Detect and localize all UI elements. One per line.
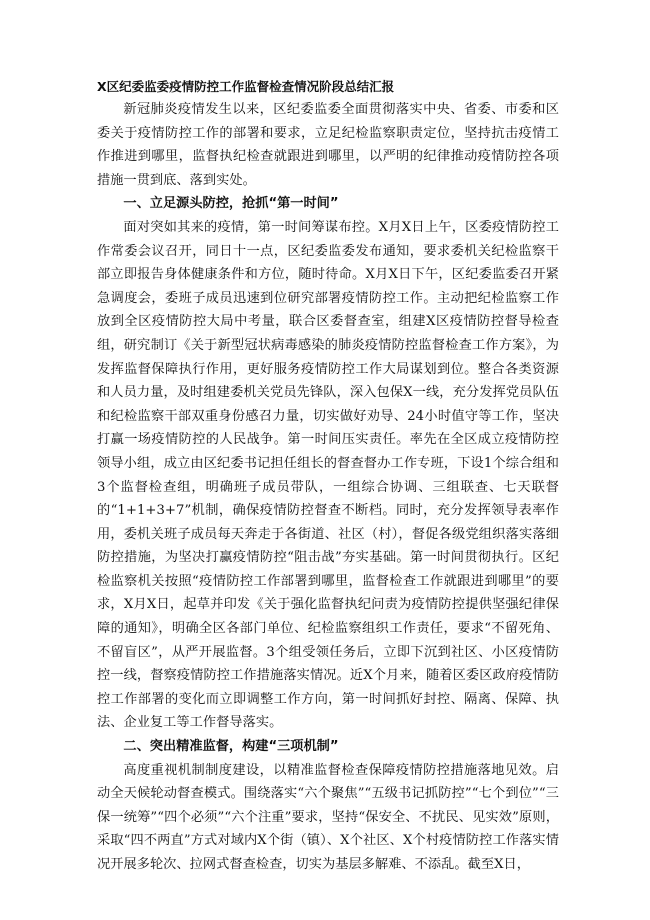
section-2-heading: 二、突出精准监督，构建“三项机制”: [123, 739, 339, 755]
intro-paragraph: 新冠肺炎疫情发生以来，区纪委监委全面贯彻落实中央、省委、市委和区委关于疫情防控工作的部署和要求，立足纪检监察职责定位，坚持抗击疫情工作推进到哪里，监督执纪检查就跟进到哪里，以严明的纪律推动疫情防控各项措施一贯到底、落到实处。: [97, 102, 559, 188]
section-1-paragraph: 面对突如其来的疫情，第一时间筹谋布控。X月X日上午，区委疫情防控工作常委会议召开，同日十一点，区纪委监委发布通知，要求委机关纪检监察干部立即报告身体健康条件和方位，随时待命。X月X日下午，区纪委监委召开紧急调度会，委班子成员迅速到位研究部署疫情防控工作。主动把纪检监察工作放到全区疫情防控大局中考量，联合区委督查室，组建X区疫情防控督导检查组，研究制订《关于新型冠状病毒感染的肺炎疫情防控监督检查工作方案》，为发挥监督保障执行作用，更好服务疫情防控工作大局谋划到位。整合各类资源和人员力量，及时组建委机关党员先锋队，深入包保X一线，充分发挥党员队伍和纪检监察干部双重身份感召力量，切实做好劝导、24小时值守等工作，坚决打赢一场疫情防控的人民战争。第一时间压实责任。率先在全区成立疫情防控领导小组，成立由区纪委书记担任组长的督查督办工作专班，下设1个综合组和3个监督检查组，明确班子成员带队，一组综合协调、三组联查、七天联督的“1+1+3+7”机制，确保疫情防控督查不断档。同时，充分发挥领导表率作用，委机关班子成员每天奔走于各街道、社区（村），督促各级党组织落实落细防控措施，为坚决打赢疫情防控“阻击战”夯实基础。第一时间贯彻执行。区纪检监察机关按照“疫情防控工作部署到哪里，监督检查工作就跟进到哪里”的要求，X月X日，起草并印发《关于强化监督执纪问责为疫情防控提供坚强纪律保障的通知》，明确全区各部门单位、纪检监察组织工作责任，要求“不留死角、不留盲区”，从严开展监督。3个组受领任务后，立即下沉到社区、小区疫情防控一线，督察疫情防控工作措施落实情况。近X个月来，随着区委区政府疫情防控工作部署的变化而立即调整工作方向，第一时间抓好封控、隔离、保障、执法、企业复工等工作督导落实。: [97, 219, 559, 731]
section-2-paragraph: 高度重视机制制度建设，以精准监督检查保障疫情防控措施落地见效。启动全天候轮动督查模式。围绕落实“六个聚焦”“五级书记抓防控”“七个到位”“三保一统筹”“四个必须”“六个注重”要求，坚持“保安全、不扰民、见实效”原则，采取“四不两直”方式对域内X个街（镇）、X个社区、X个村疫情防控工作落实情况开展多轮次、拉网式督查检查，切实为基层多解难、不添乱。截至X日，: [97, 762, 559, 872]
section-1-heading: 一、立足源头防控，抢抓“第一时间”: [123, 196, 339, 212]
document-content: [97, 76, 559, 877]
document-title: X区纪委监委疫情防控工作监督检查情况阶段总结汇报: [97, 79, 395, 94]
